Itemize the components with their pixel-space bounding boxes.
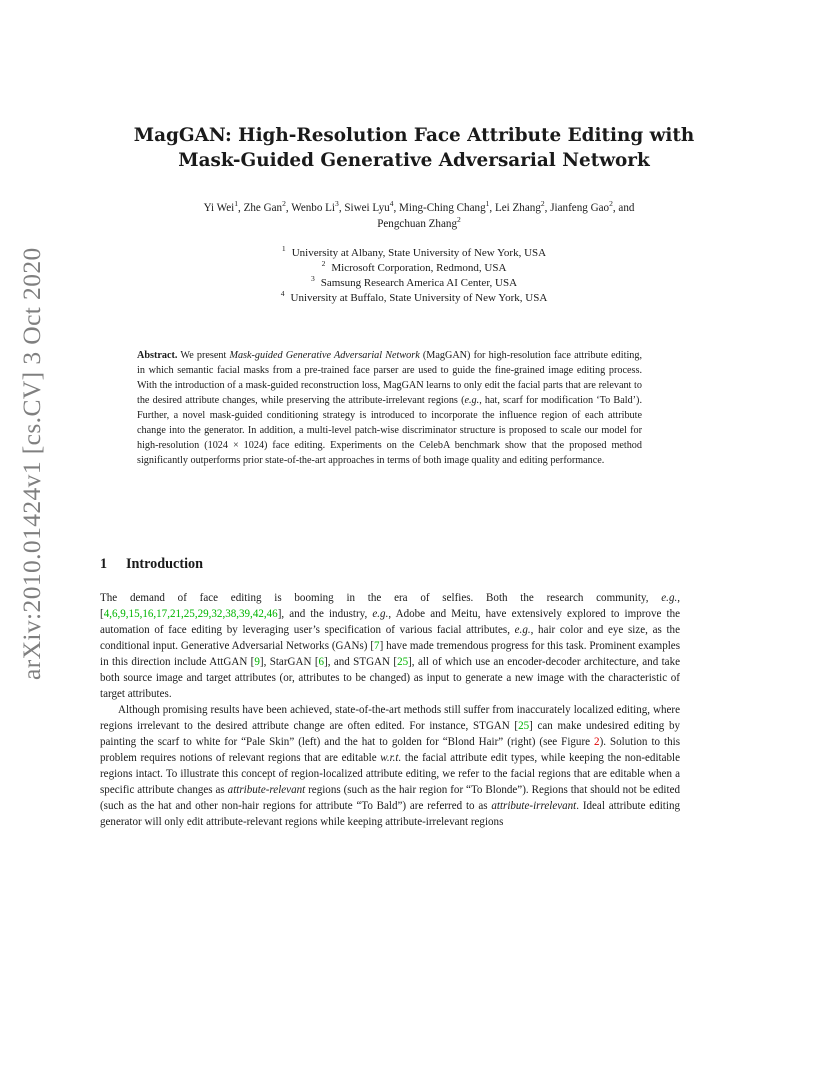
text-run: Although promising results have been achieved, state-of-the-art methods still suffer from inaccurately localized editing, where regions irrelevant to the desired attribute change are often edited. For instance, STGAN [ [100,704,680,732]
paper-title [0,123,828,173]
emphasis-text: attribute-irrelevant [491,800,577,812]
text-run: the facial attribute edit types, while keeping the non-editable regions intact. To illustrate this concept of region-localized attribute editing, we refer to the facial regions that are editable when a specific attribute changes as [100,752,680,796]
emphasis-text: e.g. [661,592,678,604]
paragraph [100,590,680,702]
text-run: ], and the industry, [277,608,373,620]
paragraph [100,702,680,830]
text-run: ], and STGAN [ [324,656,398,668]
affiliation-list [0,246,828,306]
citation-link[interactable]: 7 [374,640,380,652]
text-run: (MagGAN) for high-resolution face attribute editing, in which semantic facial masks from a pre-trained face parser are used to guide the fine-grained image editing process. With the introduction of a mask-guided reconstruction loss, MagGAN learns to only edit the facial parts that are relevant to the desired attribute changes, while preserving the attribute-irrelevant regions ( [137,350,643,406]
emphasis-text: attribute-relevant [227,784,306,796]
author-line-1 [95,200,743,216]
section-heading [100,556,203,573]
title-line-1: MagGAN: High-Resolution Face Attribute Editing with [133,125,695,146]
author: Zhe Gan$^2$, [243,199,292,214]
abstract-body [137,350,642,466]
author: Lei Zhang$^2$, [494,199,551,214]
emphasis-text: e.g. [514,624,531,636]
text-run: ). Solution to this problem requires notions of relevant regions that are editable [100,736,680,764]
affiliation: $^2$ Microsoft Corporation, Redmond, USA [321,259,507,274]
text-run: ] can make undesired editing by painting the scarf to white for “Pale Skin” (left) and the hat to golden for “Blond Hair” (right) (see Figure [100,720,681,748]
author-line-2 [95,216,743,232]
citation-link[interactable]: 6 [318,656,325,668]
author-list [95,200,743,232]
affiliation: $^4$ University at Buffalo, State University of New York, USA [280,289,548,304]
author: Yi Wei$^1$, [203,199,244,214]
emphasis-text: e.g. [372,608,389,620]
section-number: 1 [100,556,108,572]
emphasis-text: e.g. [464,395,480,406]
emphasis-text: Mask-guided Generative Adversarial Network [229,350,420,361]
text-run: ] have made tremendous progress for this task. Prominent examples in this direction include AttGAN [ [100,640,681,668]
text-run: ], all of which use an encoder-decoder architecture, and take both source image and target attributes (or, attributes to be changed) as input to generate a new image with the characteristic of target attributes. [100,656,680,700]
author: Wenbo Li$^3$, [291,199,345,214]
citation-link[interactable]: 25 [518,720,530,732]
text-run: regions (such as the hair region for “To Blonde”). Regions that should not be edited (such as the hat and other non-hair regions for attribute “To Bald”) are referred to as [100,784,680,812]
emphasis-text: w.r.t. [380,752,402,764]
title-line-2: Mask-Guided Generative Adversarial Network [178,150,650,171]
section-title: Introduction [126,556,203,572]
arxiv-identifier-stamp: arXiv:2010.01424v1 [cs.CV] 3 Oct 2020 [17,247,46,680]
text-run: The demand of face editing is booming in the era of selfies. Both the research community, [100,592,662,604]
citation-link[interactable]: 25 [397,656,409,668]
text-run: We present [177,350,230,361]
text-run: , Adobe and Meitu, have extensively explored to improve the automation of face editing by leveraging user’s specification of various facial attributes, [100,608,681,636]
author: Siwei Lyu$^4$, [344,199,400,214]
text-run: ], StarGAN [ [259,656,319,668]
text-run: , hair color and eye size, as the conditional input. Generative Adversarial Networks (GANs) [ [100,624,680,652]
affiliation: $^1$ University at Albany, State University of New York, USA [281,244,547,259]
affiliation: $^3$ Samsung Research America AI Center, USA [310,274,518,289]
text-run: . Ideal attribute editing generator will only edit attribute-relevant regions while keeping attribute-irrelevant regions [100,800,680,828]
introduction-body [100,590,680,830]
author: Pengchuan Zhang$^2$ [377,215,461,230]
text-run: , hat, scarf for modification ‘To Bald’). Further, a novel mask-guided conditioning strategy is introduced to incorporate the influence region of each attribute change into the generator. In addition, a multi-level patch-wise discriminator structure is proposed to scale our model for high-resolution (1024 × 1024) face editing. Experiments on the CelebA benchmark show that the proposed method significantly outperforms prior state-of-the-art approaches in terms of both image quality and editing performance. [137,395,643,466]
author: Jianfeng Gao$^2$, and [550,199,635,214]
figure-reference-link[interactable]: 2 [594,736,600,748]
text-run: , [ [100,592,680,620]
abstract [137,348,642,468]
citation-link[interactable]: 9 [254,656,260,668]
abstract-label: Abstract. [137,350,178,361]
author: Ming-Ching Chang$^1$, [399,199,495,214]
citation-link[interactable]: 4,6,9,15,16,17,21,25,29,32,38,39,42,46 [103,608,278,620]
